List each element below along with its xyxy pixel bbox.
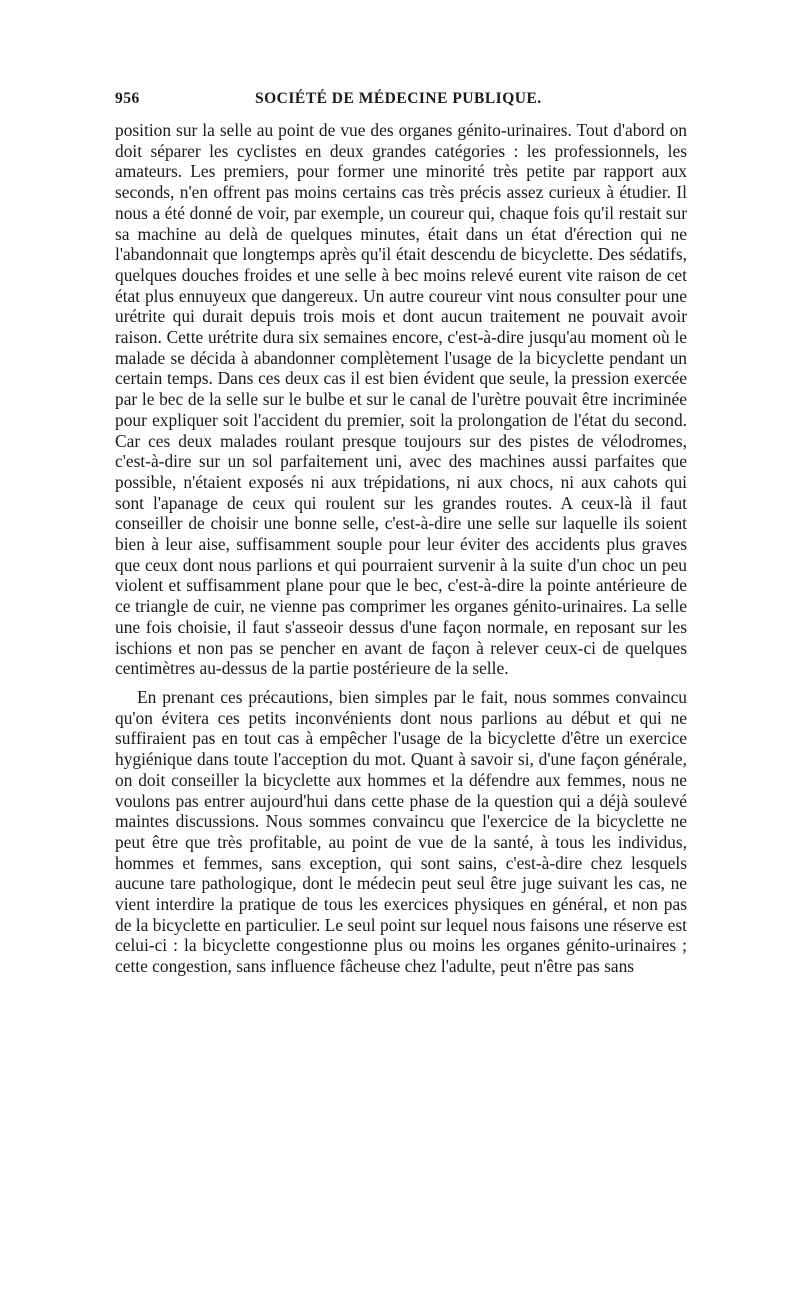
document-page (115, 90, 687, 977)
running-title: SOCIÉTÉ DE MÉDECINE PUBLIQUE. (255, 90, 542, 107)
running-header (115, 90, 687, 112)
paragraph-continued: position sur la selle au point de vue des organes génito-urinaires. Tout d'abord on doit séparer les cyclistes en deux grandes catégories : les professionnels, les amateurs. Les premiers, pour former une minorité très petite par rapport aux seconds, n'en offrent pas moins certains cas très précis assez curieux à étudier. Il nous a été donné de voir, par exemple, un coureur qui, chaque fois qu'il restait sur sa machine au delà de quelques minutes, était dans un état d'érection qui ne l'abandonnait que longtemps après qu'il était descendu de bicyclette. Des sédatifs, quelques douches froides et une selle à bec moins relevé eurent vite raison de cet état plus ennuyeux que dangereux. Un autre coureur vint nous consulter pour une urétrite qui durait depuis trois mois et dont aucun traitement ne pouvait avoir raison. Cette urétrite dura six semaines encore, c'est-à-dire jusqu'au moment où le malade se décida à abandonner complètement l'usage de la bicyclette pendant un certain temps. Dans ces deux cas il est bien évident que seule, la pression exercée par le bec de la selle sur le bulbe et sur le canal de l'urètre pouvait être incriminée pour expliquer soit l'accident du premier, soit la prolongation de l'état du second. Car ces deux malades roulant presque toujours sur des pistes de vélodromes, c'est-à-dire sur un sol parfaitement uni, avec des machines aussi parfaites que possible, n'étaient exposés ni aux trépidations, ni aux chocs, ni aux cahots qui sont l'apanage de ceux qui roulent sur les grandes routes. A ceux-là il faut conseiller de choisir une bonne selle, c'est-à-dire une selle sur laquelle ils soient bien à leur aise, suffisamment souple pour leur éviter des accidents plus graves que ceux dont nous parlions et qui pourraient survenir à la suite d'un choc un peu violent et suffisamment plane pour que le bec, c'est-à-dire la pointe antérieure de ce triangle de cuir, ne vienne pas comprimer les organes génito-urinaires. La selle une fois choisie, il faut s'asseoir dessus d'une façon normale, en reposant sur les ischions et non pas se pencher en avant de façon à relever ceux-ci de quelques centimètres au-dessus de la partie postérieure de la selle. (115, 120, 687, 679)
body-text (115, 120, 687, 977)
paragraph: En prenant ces précautions, bien simples par le fait, nous sommes convaincu qu'on évitera ces petits inconvénients dont nous parlions au début et qui ne suffiraient pas en tout cas à empêcher l'usage de la bicyclette d'être un exercice hygiénique dans toute l'acception du mot. Quant à savoir si, d'une façon générale, on doit conseiller la bicyclette aux hommes et la défendre aux femmes, nous ne voulons pas entrer aujourd'hui dans cette phase de la question qui a déjà soulevé maintes discussions. Nous sommes convaincu que l'exercice de la bicyclette ne peut être que très profitable, au point de vue de la santé, à tous les individus, hommes et femmes, sans exception, qui sont sains, c'est-à-dire chez lesquels aucune tare pathologique, dont le médecin peut seul être juge suivant les cas, ne vient interdire la pratique de tous les exercices physiques en général, et non pas de la bicyclette en particulier. Le seul point sur lequel nous faisons une réserve est celui-ci : la bicyclette congestionne plus ou moins les organes génito-urinaires ; cette congestion, sans influence fâcheuse chez l'adulte, peut n'être pas sans (115, 686, 687, 977)
page-number: 956 (115, 90, 140, 107)
